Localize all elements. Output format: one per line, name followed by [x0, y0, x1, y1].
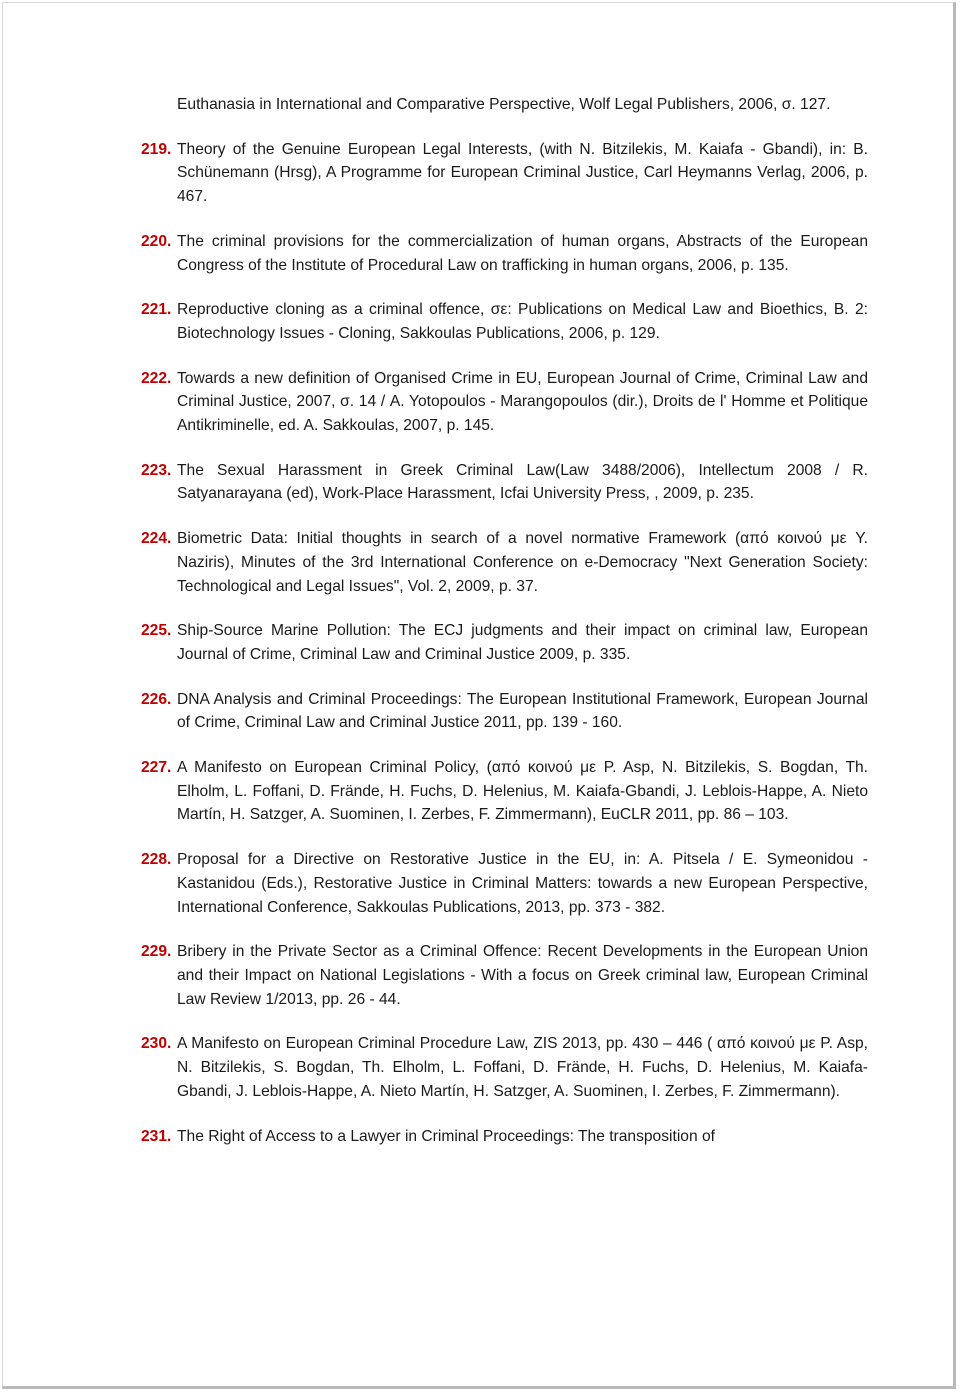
entry-text: The Sexual Harassment in Greek Criminal Law(Law 3488/2006), Intellectum 2008 / R. Satyanarayana (ed), Work-Place Harassment, Icfai University Press, , 2009, p. 235.: [177, 461, 868, 503]
entry-number: 220.: [141, 232, 172, 250]
publication-list: [141, 93, 868, 1169]
list-item: [141, 298, 868, 345]
entry-number: 228.: [141, 851, 172, 869]
entry-number: 226.: [141, 690, 172, 708]
entry-number: 225.: [141, 622, 172, 640]
entry-text: Towards a new definition of Organised Crime in EU, European Journal of Crime, Criminal Law and Criminal Justice, 2007, σ. 14 / A. Yotopoulos - Marangopoulos (dir.), Droits de l' Homme et Politique Antikriminelle, ed. A. Sakkoulas, 2007, p. 145.: [177, 369, 868, 435]
entry-text: Proposal for a Directive on Restorative Justice in the EU, in: A. Pitsela / E. Symeonidou - Kastanidou (Eds.), Restorative Justice in Criminal Matters: towards a new European Perspective, International Conference, Sakkoulas Publications, 2013, pp. 373 - 382.: [177, 851, 868, 916]
list-item: [141, 230, 868, 277]
entry-text: Theory of the Genuine European Legal Interests, (with N. Bitzilekis, M. Kaiafa - Gbandi), in: B. Schünemann (Hrsg), A Programme for European Criminal Justice, Carl Heymanns Verlag, 2006, p. 467.: [177, 140, 868, 206]
list-item: [141, 459, 868, 506]
list-item: [141, 619, 868, 666]
list-item: [141, 688, 868, 735]
list-item: [141, 527, 868, 598]
list-item: [141, 940, 868, 1011]
entry-number: 219.: [141, 140, 172, 158]
document-page: [2, 2, 956, 1389]
entry-number: 222.: [141, 369, 172, 387]
entry-text: Ship-Source Marine Pollution: The ECJ judgments and their impact on criminal law, European Journal of Crime, Criminal Law and Criminal Justice 2009, p. 335.: [177, 622, 868, 663]
list-item: [141, 367, 868, 438]
list-item: [141, 1125, 868, 1149]
entry-number: 231.: [141, 1127, 172, 1145]
list-item-continuation: [141, 93, 868, 117]
entry-number: 223.: [141, 461, 172, 479]
entry-number: 230.: [141, 1035, 172, 1053]
entry-text: A Manifesto on European Criminal Policy, (από κοινού με P. Asp, N. Bitzilekis, S. Bogdan, Th. Elholm, L. Foffani, D. Frände, H. Fuchs, D. Helenius, M. Kaiafa-Gbandi, J. Leblois-Happe, A. Nieto Martín, H. Satzger, A. Suominen, I. Zerbes, F. Zimmermann), EuCLR 2011, pp. 86 – 103.: [177, 759, 868, 824]
list-item: [141, 1032, 868, 1103]
entry-text: Bribery in the Private Sector as a Criminal Offence: Recent Developments in the European Union and their Impact on National Legislations - With a focus on Greek criminal law, European Criminal Law Review 1/2013, pp. 26 - 44.: [177, 943, 868, 1008]
list-item: [141, 848, 868, 919]
list-item: [141, 756, 868, 827]
entry-text: The criminal provisions for the commercialization of human organs, Abstracts of the European Congress of the Institute of Procedural Law on trafficking in human organs, 2006, p. 135.: [177, 232, 868, 274]
entry-text: DNA Analysis and Criminal Proceedings: The European Institutional Framework, European Journal of Crime, Criminal Law and Criminal Justice 2011, pp. 139 - 160.: [177, 690, 868, 732]
entry-number: 224.: [141, 530, 172, 548]
entry-text: Euthanasia in International and Comparative Perspective, Wolf Legal Publishers, 2006, σ. 127.: [177, 96, 831, 113]
entry-text: A Manifesto on European Criminal Procedure Law, ZIS 2013, pp. 430 – 446 ( από κοινού με P. Asp, N. Bitzilekis, S. Bogdan, Th. Elholm, L. Foffani, D. Frände, H. Fuchs, D. Helenius, M. Kaiafa-Gbandi, J. Leblois-Happe, A. Nieto Martín, H. Satzger, A. Suominen, I. Zerbes, F. Zimmermann).: [177, 1035, 868, 1100]
list-item: [141, 138, 868, 209]
entry-text: Biometric Data: Initial thoughts in search of a novel normative Framework (από κοινού με Y. Naziris), Minutes of the 3rd International Conference on e-Democracy "Next Generation Society: Technological and Legal Issues", Vol. 2, 2009, p. 37.: [177, 530, 868, 595]
entry-text: The Right of Access to a Lawyer in Criminal Proceedings: The transposition of: [177, 1127, 715, 1145]
entry-number: 227.: [141, 759, 172, 777]
entry-number: 221.: [141, 301, 172, 319]
entry-text: Reproductive cloning as a criminal offence, σε: Publications on Medical Law and Bioethics, B. 2: Biotechnology Issues - Cloning, Sakkoulas Publications, 2006, p. 129.: [177, 301, 868, 342]
entry-number: 229.: [141, 943, 172, 961]
